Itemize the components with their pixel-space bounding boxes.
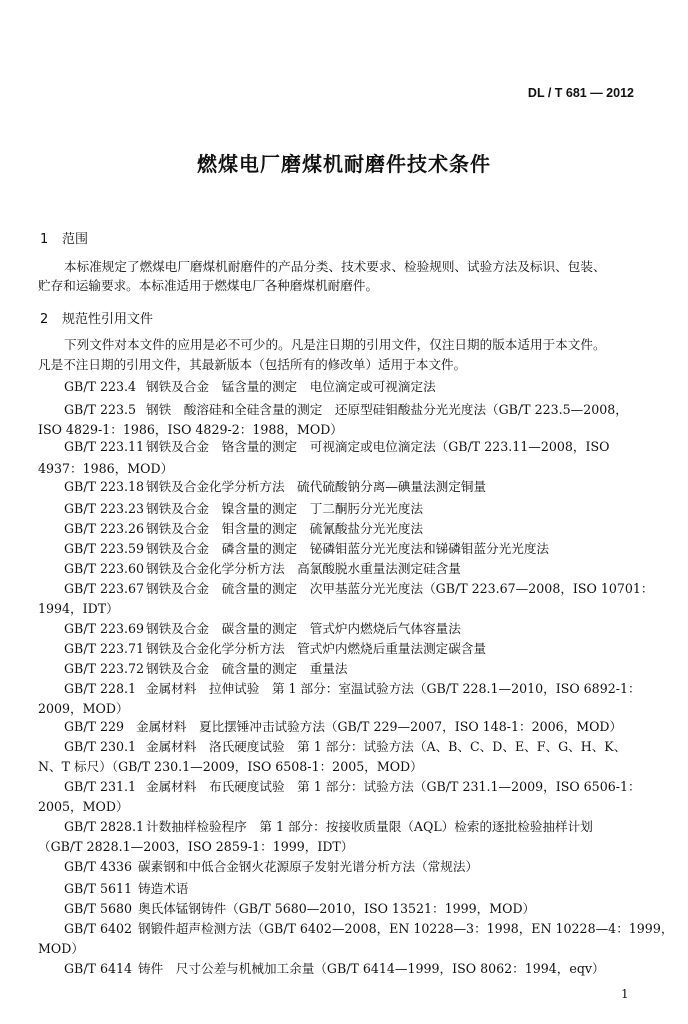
reference-continuation: MOD） <box>38 941 84 956</box>
section-1-line-2: 贮存和运输要求。本标准适用于燃煤电厂各种磨煤机耐磨件。 <box>38 278 379 293</box>
document-title: 燃煤电厂磨煤机耐磨件技术条件 <box>197 152 491 176</box>
section-2-intro-line-1: 下列文件对本文件的应用是必不可少的。凡是注日期的引用文件，仅注日期的版本适用于本文件。 <box>64 337 606 352</box>
reference-entry <box>64 777 641 797</box>
reference-entry <box>64 579 654 599</box>
section-2-heading <box>40 308 153 327</box>
reference-title: 铸件 尺寸公差与机械加工余量（GB/T 6414—1999，ISO 8062：1994，eqv） <box>138 961 605 976</box>
reference-code: GB/T 223.60 <box>64 561 145 576</box>
section-1-title: 范围 <box>62 232 89 247</box>
reference-title: 钢铁及合金 钼含量的测定 硫氰酸盐分光光度法 <box>146 521 424 536</box>
reference-entry <box>64 817 593 837</box>
reference-title: 金属材料 拉伸试验 第 1 部分：室温试验方法（GB/T 228.1—2010，ISO 6892-1： <box>146 681 641 696</box>
reference-entry <box>64 639 486 659</box>
reference-title: 钢铁及合金 硫含量的测定 重量法 <box>146 661 348 676</box>
reference-code: GB/T 223.69 <box>64 621 145 636</box>
reference-code: GB/T 223.26 <box>64 521 145 536</box>
reference-code: GB/T 5680 <box>64 901 133 916</box>
reference-title: 奥氏体锰钢铸件（GB/T 5680—2010，ISO 13521：1999，MOD） <box>138 901 536 916</box>
reference-continuation: 2009，MOD） <box>38 701 129 716</box>
reference-entry <box>64 899 535 919</box>
reference-title: 钢铁及合金 锰含量的测定 电位滴定或可视滴定法 <box>146 379 436 394</box>
reference-entry <box>64 659 348 679</box>
reference-entry <box>64 879 188 899</box>
reference-title: 钢铁及合金 镍含量的测定 丁二酮肟分光光度法 <box>146 501 424 516</box>
reference-code: GB/T 223.11 <box>64 439 145 454</box>
reference-code: GB/T 223.5 <box>64 402 137 417</box>
reference-code: GB/T 6414 <box>64 961 133 976</box>
reference-entry <box>64 619 461 639</box>
reference-code: GB/T 4336 <box>64 859 133 874</box>
section-2-number: 2 <box>40 312 49 327</box>
standard-code: DL / T 681 — 2012 <box>527 86 634 100</box>
reference-entry <box>64 857 478 877</box>
reference-title: 钢铁及合金 铬含量的测定 可视滴定或电位滴定法（GB/T 223.11—2008，ISO <box>146 439 610 454</box>
reference-code: GB/T 223.72 <box>64 661 145 676</box>
section-2-intro-line-2: 凡是不注日期的引用文件，其最新版本（包括所有的修改单）适用于本文件。 <box>38 357 467 372</box>
reference-code: GB/T 231.1 <box>64 779 137 794</box>
reference-code: GB/T 2828.1 <box>64 819 145 834</box>
reference-entry <box>64 919 673 939</box>
page-number: 1 <box>621 987 629 1001</box>
reference-entry <box>64 717 622 737</box>
section-1-heading <box>40 228 88 247</box>
reference-code: GB/T 223.71 <box>64 641 145 656</box>
reference-title: 金属材料 夏比摆锤冲击试验方法（GB/T 229—2007，ISO 148-1：2006，MOD） <box>136 719 623 734</box>
reference-title: 金属材料 布氏硬度试验 第 1 部分：试验方法（GB/T 231.1—2009，ISO 6506-1： <box>146 779 641 794</box>
reference-code: GB/T 223.23 <box>64 501 145 516</box>
section-1-number: 1 <box>40 232 49 247</box>
section-1-line-1: 本标准规定了燃煤电厂磨煤机耐磨件的产品分类、技术要求、检验规则、试验方法及标识、包装、 <box>64 259 606 274</box>
reference-entry <box>64 437 609 457</box>
reference-code: GB/T 230.1 <box>64 739 137 754</box>
reference-continuation: 1994，IDT） <box>38 601 119 616</box>
reference-title: 碳素钢和中低合金钢火花源原子发射光谱分析方法（常规法） <box>138 859 479 874</box>
section-2-title: 规范性引用文件 <box>62 312 154 327</box>
reference-entry <box>64 477 486 497</box>
reference-code: GB/T 228.1 <box>64 681 137 696</box>
reference-entry <box>64 539 549 559</box>
reference-continuation: ISO 4829-1：1986，ISO 4829-2：1988，MOD） <box>38 422 343 437</box>
reference-title: 钢铁 酸溶硅和全硅含量的测定 还原型硅钼酸盐分光光度法（GB/T 223.5—2008， <box>146 402 628 417</box>
reference-title: 钢锻件超声检测方法（GB/T 6402—2008，EN 10228—3：1998，EN 10228—4：1999， <box>138 921 674 936</box>
reference-continuation: （GB/T 2828.1—2003，ISO 2859-1：1999，IDT） <box>38 839 354 854</box>
reference-title: 钢铁及合金 碳含量的测定 管式炉内燃烧后气体容量法 <box>146 621 461 636</box>
reference-code: GB/T 5611 <box>64 881 133 896</box>
reference-title: 金属材料 洛氏硬度试验 第 1 部分：试验方法（A、B、C、D、E、F、G、H、K、 <box>146 739 627 754</box>
reference-continuation: 4937：1986，MOD） <box>38 461 174 476</box>
reference-title: 钢铁及合金 磷含量的测定 铋磷钼蓝分光光度法和锑磷钼蓝分光光度法 <box>146 541 549 556</box>
reference-title: 钢铁及合金化学分析方法 硫代硫酸钠分离—碘量法测定铜量 <box>146 479 487 494</box>
reference-entry <box>64 559 461 579</box>
reference-continuation: 2005，MOD） <box>38 799 129 814</box>
reference-code: GB/T 229 <box>64 719 124 734</box>
reference-continuation: N、T 标尺）（GB/T 230.1—2009，ISO 6508-1：2005，MOD） <box>38 759 423 774</box>
reference-entry <box>64 737 626 757</box>
reference-entry <box>64 679 641 699</box>
reference-entry <box>64 400 628 420</box>
reference-title: 钢铁及合金化学分析方法 高氯酸脱水重量法测定硅含量 <box>146 561 461 576</box>
reference-title: 计数抽样检验程序 第 1 部分：按接收质量限（AQL）检索的逐批检验抽样计划 <box>146 819 593 834</box>
reference-code: GB/T 223.67 <box>64 581 145 596</box>
reference-code: GB/T 223.4 <box>64 379 137 394</box>
reference-entry <box>64 377 436 397</box>
reference-code: GB/T 223.59 <box>64 541 145 556</box>
reference-code: GB/T 6402 <box>64 921 133 936</box>
reference-title: 钢铁及合金 硫含量的测定 次甲基蓝分光光度法（GB/T 223.67—2008，ISO 10701： <box>146 581 654 596</box>
reference-title: 钢铁及合金化学分析方法 管式炉内燃烧后重量法测定碳含量 <box>146 641 487 656</box>
reference-code: GB/T 223.18 <box>64 479 145 494</box>
reference-entry <box>64 959 605 979</box>
reference-entry <box>64 519 423 539</box>
reference-title: 铸造术语 <box>138 881 189 896</box>
reference-entry <box>64 499 423 519</box>
